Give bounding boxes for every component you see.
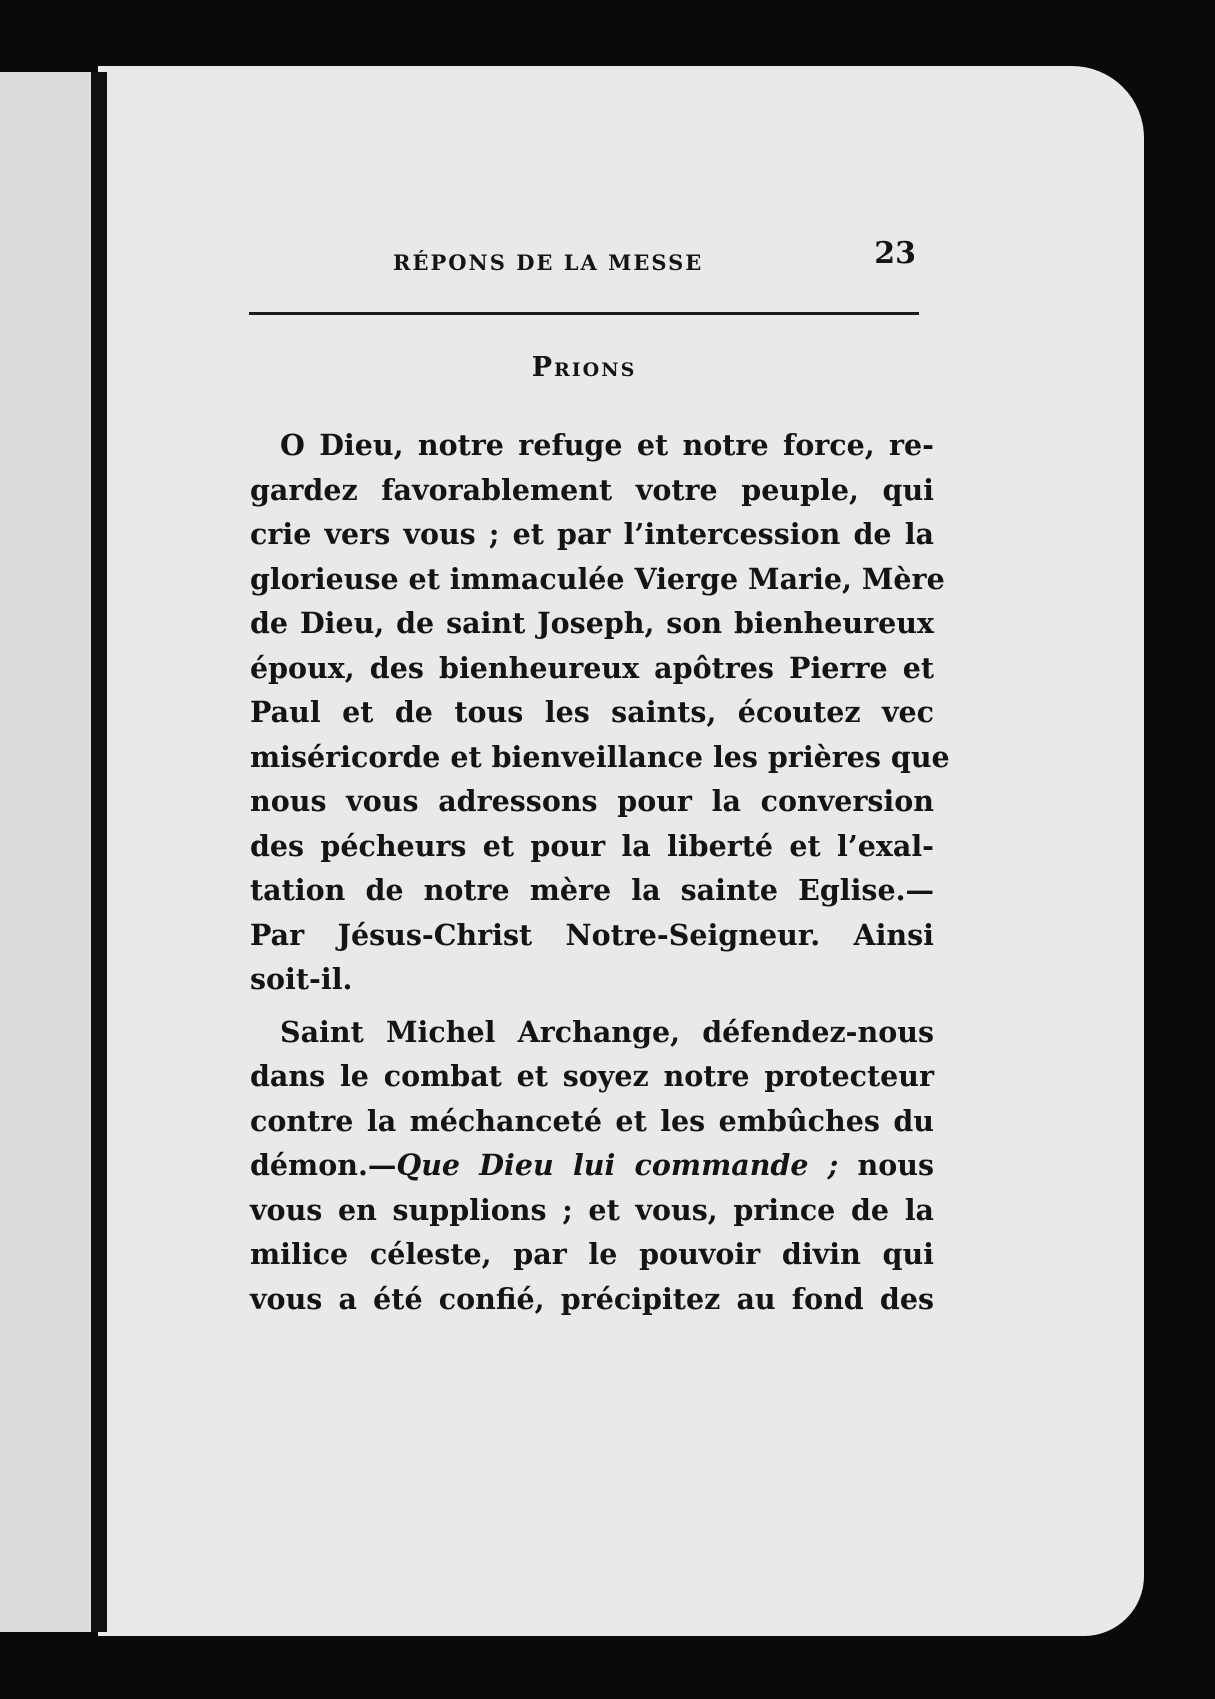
paragraph1-line: crie vers vous ; et par l’intercession de la — [250, 517, 934, 551]
paragraph2-line: Saint Michel Archange, défendez-nous — [280, 1014, 934, 1049]
line-start: démon.— — [250, 1148, 397, 1182]
paragraph1-line: glorieuse et immaculée Vierge Marie, Mère — [250, 561, 945, 596]
paragraph1-line: tation de notre mère la sainte Eglise.— — [250, 873, 934, 907]
book-spine — [91, 72, 107, 1632]
paragraph-gap — [250, 1002, 934, 1010]
paragraph1-line: O Dieu, notre refuge et notre force, re- — [280, 428, 934, 462]
line-end: nous — [838, 1148, 934, 1182]
paragraph1-line: gardez favorablement votre peuple, qui — [250, 472, 934, 507]
paragraph2-line-with-italic — [250, 1143, 934, 1188]
paragraph2-line: contre la méchanceté et les embûches du — [250, 1103, 934, 1138]
italic-phrase: Que Dieu lui commande ; — [396, 1148, 839, 1182]
paragraph1-line: nous vous adressons pour la conversion — [250, 784, 934, 818]
paragraph2-line: vous a été confié, précipitez au fond des — [250, 1281, 934, 1316]
body-text — [250, 423, 950, 1321]
paragraph1-line: miséricorde et bienveillance les prières que — [250, 739, 950, 774]
section-heading: Prions — [531, 352, 637, 383]
paragraph1-line: Paul et de tous les saints, écoutez vec — [250, 695, 934, 729]
paragraph1-line: époux, des bienheureux apôtres Pierre et — [250, 650, 934, 685]
facing-page-edge — [0, 72, 92, 1632]
page-header — [248, 236, 920, 296]
paragraph2-line: milice céleste, par le pouvoir divin qui — [250, 1237, 934, 1271]
running-title: RÉPONS DE LA MESSE — [393, 250, 704, 275]
page-number: 23 — [874, 236, 916, 271]
header-rule — [249, 312, 919, 315]
paragraph1-line: de Dieu, de saint Joseph, son bienheureux — [250, 606, 934, 640]
paragraph1-line: soit-il. — [250, 962, 353, 996]
paragraph2-line: dans le combat et soyez notre protecteur — [250, 1059, 934, 1093]
paragraph1-line: des pécheurs et pour la liberté et l’exal- — [250, 828, 934, 863]
paragraph2-line: vous en supplions ; et vous, prince de la — [250, 1192, 934, 1227]
paragraph1-line: Par Jésus-Christ Notre-Seigneur. Ainsi — [250, 917, 934, 952]
